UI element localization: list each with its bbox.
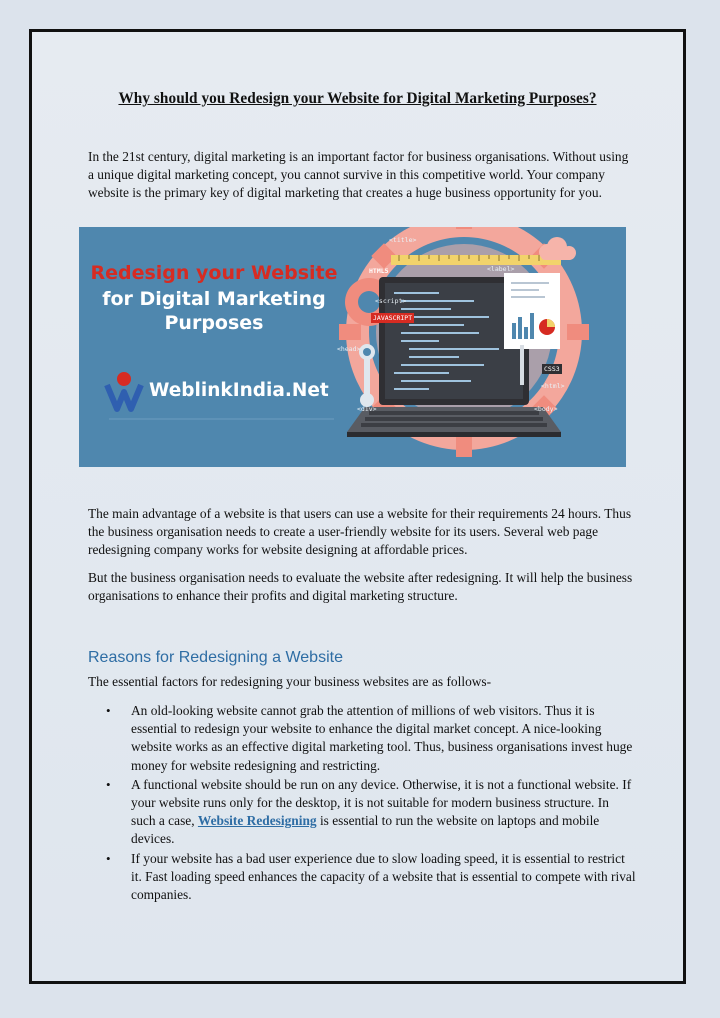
tag-title: <title>	[389, 236, 417, 244]
report-document-icon	[504, 273, 560, 349]
evaluate-paragraph: But the business organisation needs to evaluate the website after redesigning. It will help the business organisations to enhance their profits and digital marketing structure.	[88, 570, 633, 603]
website-redesigning-link[interactable]: Website Redesigning	[197, 813, 317, 829]
list-item	[88, 850, 636, 905]
list-item-text: An old-looking website cannot grab the attention of millions of web visitors. Thus it is essential to redesign your website to enhance the digital market concept. A nice-looking website works as an effective digital marketing tool. Thus, business organisations invest huge money for website redesigning and restricting.	[131, 703, 633, 773]
list-item	[88, 702, 636, 775]
page-title: Why should you Redesign your Website for Digital Marketing Purposes?	[118, 90, 597, 107]
tag-div: <div>	[357, 405, 377, 413]
list-item-text-after: is essential to run the website on laptops and mobile devices.	[131, 813, 600, 847]
tag-html5: HTML5	[369, 267, 389, 275]
section-intro: The essential factors for redesigning your business websites are as follows-	[88, 674, 492, 689]
pencil-icon	[520, 345, 524, 385]
list-item-text: If your website has a bad user experience due to slow loading speed, it is essential to restrict it. Fast loading speed enhances the capacity of a website that is essential to compete with rival companies.	[131, 850, 636, 903]
tag-label: <label>	[487, 265, 515, 273]
cloud-icon	[539, 237, 576, 260]
tag-body: <body>	[534, 405, 558, 413]
banner-title-line-3: Purposes	[164, 312, 264, 334]
advantage-paragraph: The main advantage of a website is that users can use a website for their requirements 24 hours. Thus the business organisation needs to create a user-friendly website for its users. Several web page redesigning company works for website designing at affordable prices.	[88, 506, 632, 557]
tag-html: <html>	[541, 382, 565, 390]
tag-javascript: JAVASCRIPT	[373, 314, 413, 322]
weblinkindia-logo-icon	[107, 372, 141, 409]
section-heading: Reasons for Redesigning a Website	[88, 649, 343, 666]
tag-css3: CSS3	[544, 365, 560, 373]
document-page	[29, 29, 686, 984]
ruler-icon	[391, 255, 561, 265]
bullet-icon: •	[106, 776, 111, 792]
banner-title-line-2: for Digital Marketing	[102, 288, 326, 310]
bullet-icon: •	[106, 850, 111, 866]
bullet-icon: •	[106, 703, 111, 718]
list-item-text-before: A functional website should be run on any device. Otherwise, it is not a functional website. If your website runs only for the desktop, it is not suitable for modern business structure. In such a case,	[131, 776, 632, 829]
banner-logo-text: WeblinkIndia.Net	[149, 380, 329, 401]
list-item	[88, 776, 636, 849]
intro-paragraph: In the 21st century, digital marketing is an important factor for business organisations. Without using a unique digital marketing concept, you cannot survive in this competitive world. Your company website is the primary key of digital marketing that creates a huge business opportunity for you.	[88, 149, 629, 200]
reasons-list	[88, 702, 636, 905]
tag-head: <head>	[337, 345, 361, 353]
tag-script: <script>	[375, 297, 407, 305]
banner-title-line-1: Redesign your Website	[90, 262, 338, 284]
banner-image	[79, 227, 626, 467]
